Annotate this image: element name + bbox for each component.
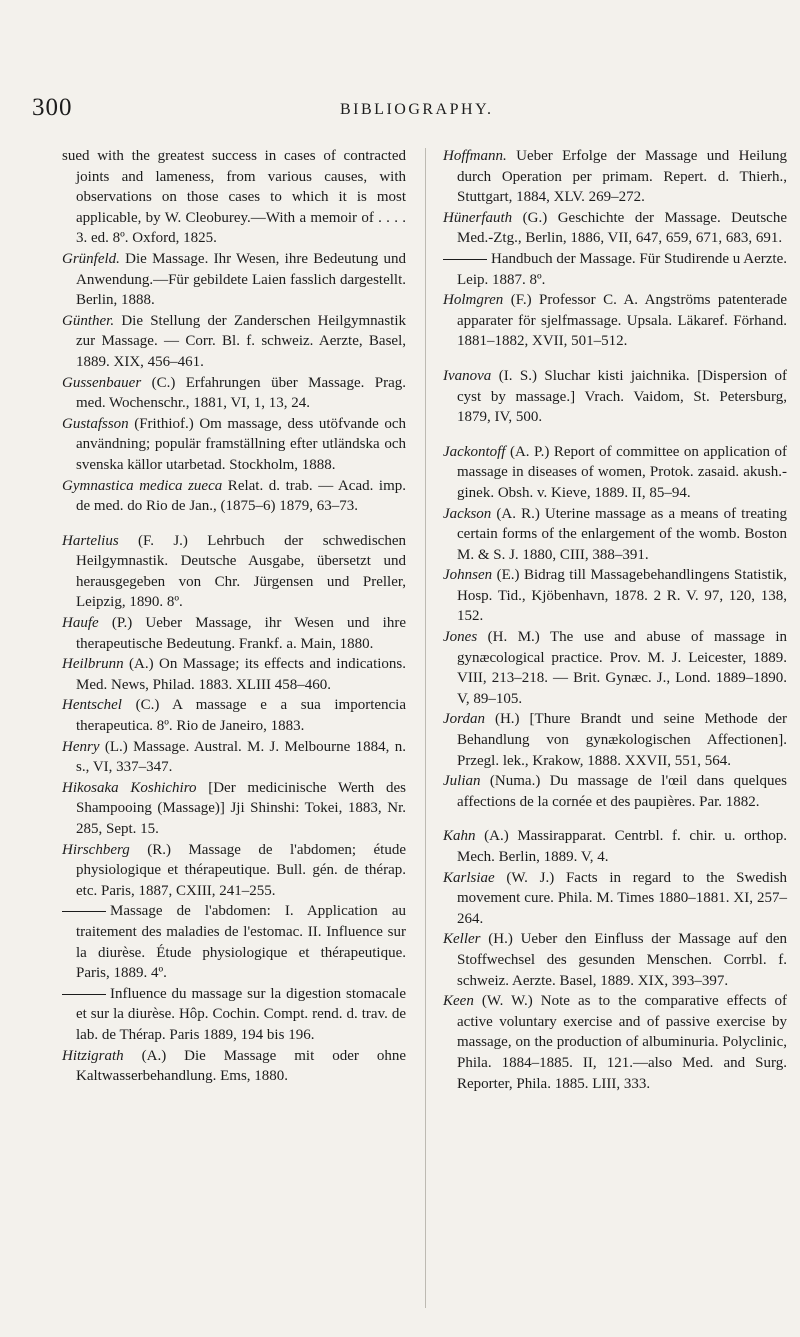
- entry-author: Grünfeld.: [62, 250, 120, 267]
- entry-author: Hirschberg: [62, 841, 130, 858]
- bibliography-entry: [443, 290, 787, 352]
- entry-author: Hikosaka Koshichiro: [62, 779, 197, 796]
- ditto-dash: [62, 911, 106, 912]
- bibliography-entry: [62, 249, 406, 311]
- bibliography-entry: [62, 737, 406, 778]
- entry-text: Relat. d. trab. — Acad. imp. de med. do Rio de Jan., (1875–6) 1879, 63–73.: [76, 477, 406, 515]
- entry-text: (F. J.) Lehrbuch der schwedischen Heilgymnastik. Deutsche Ausgabe, übersetzt und herausgegeben von Chr. Jürgensen und Preller, Leipzig, 1890. 8º.: [76, 532, 406, 611]
- bibliography-entry: [443, 709, 787, 771]
- bibliography-entry: [62, 840, 406, 902]
- entry-author: Ivanova: [443, 367, 492, 384]
- entry-author: Johnsen: [443, 567, 493, 584]
- column-divider: [425, 148, 426, 1308]
- bibliography-entry: [62, 695, 406, 736]
- bibliography-entry: [443, 565, 787, 627]
- bibliography-entry: [443, 208, 787, 249]
- entry-text: (Numa.) Du massage de l'œil dans quelques affections de la cornée et des paupières. Par. 1882.: [457, 773, 787, 810]
- entry-author: Hitzigrath: [62, 1047, 124, 1064]
- bibliography-entry: [443, 991, 787, 1094]
- bibliography-entry: [443, 627, 787, 709]
- bibliography-entry: [62, 414, 406, 476]
- entry-text: (H.) [Thure Brandt und seine Methode der Behandlung von gynækologischen Affectionen]. Przegl. lek., Krakow, 1888. XXVII, 551, 564.: [457, 711, 787, 769]
- entry-author: Heilbrunn: [62, 656, 124, 673]
- entry-author: Gustafsson: [62, 415, 129, 432]
- entry-author: Keen: [443, 993, 474, 1010]
- entry-author: Jordan: [443, 711, 485, 728]
- ditto-dash: [62, 994, 106, 995]
- left-column: [62, 146, 406, 1087]
- entry-text: (A.) Die Massage mit oder ohne Kaltwasserbehandlung. Ems, 1880.: [76, 1047, 406, 1085]
- entry-text: (Frithiof.) Om massage, dess utöfvande och användning; populär framställning efter utländska och svenska källor utarbetad. Stockholm, 1888.: [76, 415, 406, 473]
- entry-author: Hentschel: [62, 697, 122, 714]
- entry-author: Kahn: [443, 828, 476, 845]
- bibliography-entry: [62, 901, 406, 983]
- bibliography-entry: [62, 146, 406, 249]
- entry-text: (G.) Geschichte der Massage. Deutsche Med.-Ztg., Berlin, 1886, VII, 647, 659, 671, 683, 691.: [457, 209, 787, 247]
- entry-text: Die Stellung der Zanderschen Heilgymnastik zur Massage. — Corr. Bl. f. schweiz. Aerzte, Basel, 1889. XIX, 456–461.: [76, 312, 406, 370]
- bibliography-entry: [62, 476, 406, 517]
- ditto-dash: [443, 259, 487, 260]
- bibliography-entry: [62, 373, 406, 414]
- bibliography-entry: [443, 826, 787, 867]
- entry-author: Hünerfauth: [443, 209, 513, 226]
- entry-text: Massage de l'abdomen: I. Application au traitement des maladies de l'estomac. II. Influence sur la diurèse. Étude physiologique et thérapeutique. Paris, 1889. 4º.: [76, 903, 406, 982]
- bibliography-entry: [443, 146, 787, 208]
- page-number: 300: [32, 94, 73, 121]
- entry-text: Influence du massage sur la digestion stomacale et sur la diurèse. Hôp. Cochin. Compt. rend. d. trav. de lab. de Thérap. Paris 1889, 194 bis 196.: [76, 985, 406, 1043]
- entry-text: (R.) Massage de l'abdomen; étude physiologique et thérapeutique. Bull. gén. de thérap. etc. Paris, 1887, CXIII, 241–255.: [76, 841, 406, 899]
- entry-author: Jackontoff: [443, 443, 506, 460]
- entry-text: (W. W.) Note as to the comparative effects of active voluntary exercise and of passive exercise by massage, on the production of albuminuria. Polyclinic, Phila. 1884–1885. II, 121.—also Med. and Surg. Reporter, Phila. 1885. LIII, 333.: [457, 993, 787, 1092]
- entry-author: Gussenbauer: [62, 374, 142, 391]
- entry-text: (A.) On Massage; its effects and indications. Med. News, Philad. 1883. XLIII 458–460.: [76, 656, 406, 693]
- bibliography-entry: [62, 654, 406, 695]
- entry-text: (W. J.) Facts in regard to the Swedish movement cure. Phila. M. Times 1880–1881. XI, 257–264.: [457, 869, 787, 927]
- bibliography-entry: [62, 311, 406, 373]
- bibliography-entry: [443, 771, 787, 812]
- bibliography-entry: [62, 613, 406, 654]
- entry-author: Haufe: [62, 615, 99, 632]
- entry-author: Günther.: [62, 312, 115, 329]
- bibliography-entry: [62, 1046, 406, 1087]
- entry-author: Henry: [62, 738, 100, 755]
- entry-text: [Der medicinische Werth des Shampooing (Massage)] Jji Shinshi: Tokei, 1883, Nr. 285, Sept. 15.: [76, 779, 406, 837]
- entry-text: (H. M.) The use and abuse of massage in gynæcological practice. Prov. M. J. Leicester, 1889. VIII, 213–218. — Brit. Gynæc. J., Lond. 1889–1890. V, 89–105.: [457, 629, 787, 707]
- entry-text: Die Massage. Ihr Wesen, ihre Bedeutung und Anwendung.—Für gebildete Laien fasslich dargestellt. Berlin, 1888.: [76, 250, 406, 309]
- entry-text: (C.) Erfahrungen über Massage. Prag. med. Wochenschr., 1881, VI, 1, 13, 24.: [76, 374, 406, 412]
- entry-text: (C.) A massage e a sua importencia therapeutica. 8º. Rio de Janeiro, 1883.: [76, 697, 406, 735]
- entry-author: Karlsiae: [443, 869, 495, 886]
- bibliography-entry: [443, 504, 787, 566]
- entry-text: (P.) Ueber Massage, ihr Wesen und ihre therapeutische Bedeutung. Frankf. a. Main, 1880.: [76, 615, 406, 652]
- bibliography-entry: [62, 531, 406, 613]
- entry-author: Julian: [443, 773, 481, 790]
- entry-text: (F.) Professor C. A. Angströms patenterade apparater för sjelfmassage. Upsala. Läkaref. Förhand. 1881–1882, XVII, 501–512.: [457, 292, 787, 350]
- bibliography-entry: [443, 366, 787, 428]
- entry-author: Holmgren: [443, 292, 504, 309]
- entry-text: (A. P.) Report of committee on application of massage in diseases of women, Protok. zasaid. akush.-ginek. Obsh. v. Kieve, 1889. II, 85–94.: [457, 443, 787, 501]
- entry-text: (I. S.) Sluchar kisti jaichnika. [Dispersion of cyst by massage.] Vrach. Vaidom, St. Petersburg, 1879, IV, 500.: [457, 367, 787, 426]
- entry-author: Keller: [443, 931, 481, 948]
- entry-author: Hoffmann.: [443, 148, 507, 164]
- entry-author: Jackson: [443, 505, 492, 522]
- entry-text: sued with the greatest success in cases of contracted joints and lameness, from various causes, with observations on those cases to which it is most applicable, by W. Cleoburey.—With a memoir of . . . . 3. ed. 8º. Oxford, 1825.: [62, 148, 406, 247]
- bibliography-entry: [62, 778, 406, 840]
- bibliography-entry: [443, 929, 787, 991]
- bibliography-entry: [62, 984, 406, 1046]
- right-column: [443, 146, 787, 1094]
- entry-text: Handbuch der Massage. Für Studirende u Aerzte. Leip. 1887. 8º.: [457, 250, 787, 288]
- entry-text: (E.) Bidrag till Massagebehandlingens Statistik, Hosp. Tid., Kjöbenhavn, 1878. 2 R. V. 97, 120, 138, 152.: [457, 567, 787, 625]
- running-head: BIBLIOGRAPHY.: [340, 101, 494, 118]
- entry-author: Gymnastica medica zueca: [62, 477, 223, 494]
- entry-text: (A. R.) Uterine massage as a means of treating certain forms of the enlargement of the womb. Boston M. & S. J. 1880, CIII, 388–391.: [457, 505, 787, 563]
- entry-text: Ueber Erfolge der Massage und Heilung durch Operation per primam. Repert. d. Thierh., Stuttgart, 1884, XLV. 269–272.: [457, 148, 787, 206]
- entry-author: Jones: [443, 629, 478, 646]
- entry-text: (H.) Ueber den Einfluss der Massage auf den Stoffwechsel des gesunden Menschen. Corrbl. f. schweiz. Aerzte. Basel, 1889. XIX, 393–397.: [457, 931, 787, 989]
- entry-text: (L.) Massage. Austral. M. J. Melbourne 1884, n. s., VI, 337–347.: [76, 738, 406, 776]
- entry-author: Hartelius: [62, 532, 119, 549]
- entry-text: (A.) Massirapparat. Centrbl. f. chir. u. orthop. Mech. Berlin, 1889. V, 4.: [457, 828, 787, 865]
- bibliography-entry: [443, 442, 787, 504]
- bibliography-entry: [443, 868, 787, 930]
- bibliography-entry: [443, 249, 787, 290]
